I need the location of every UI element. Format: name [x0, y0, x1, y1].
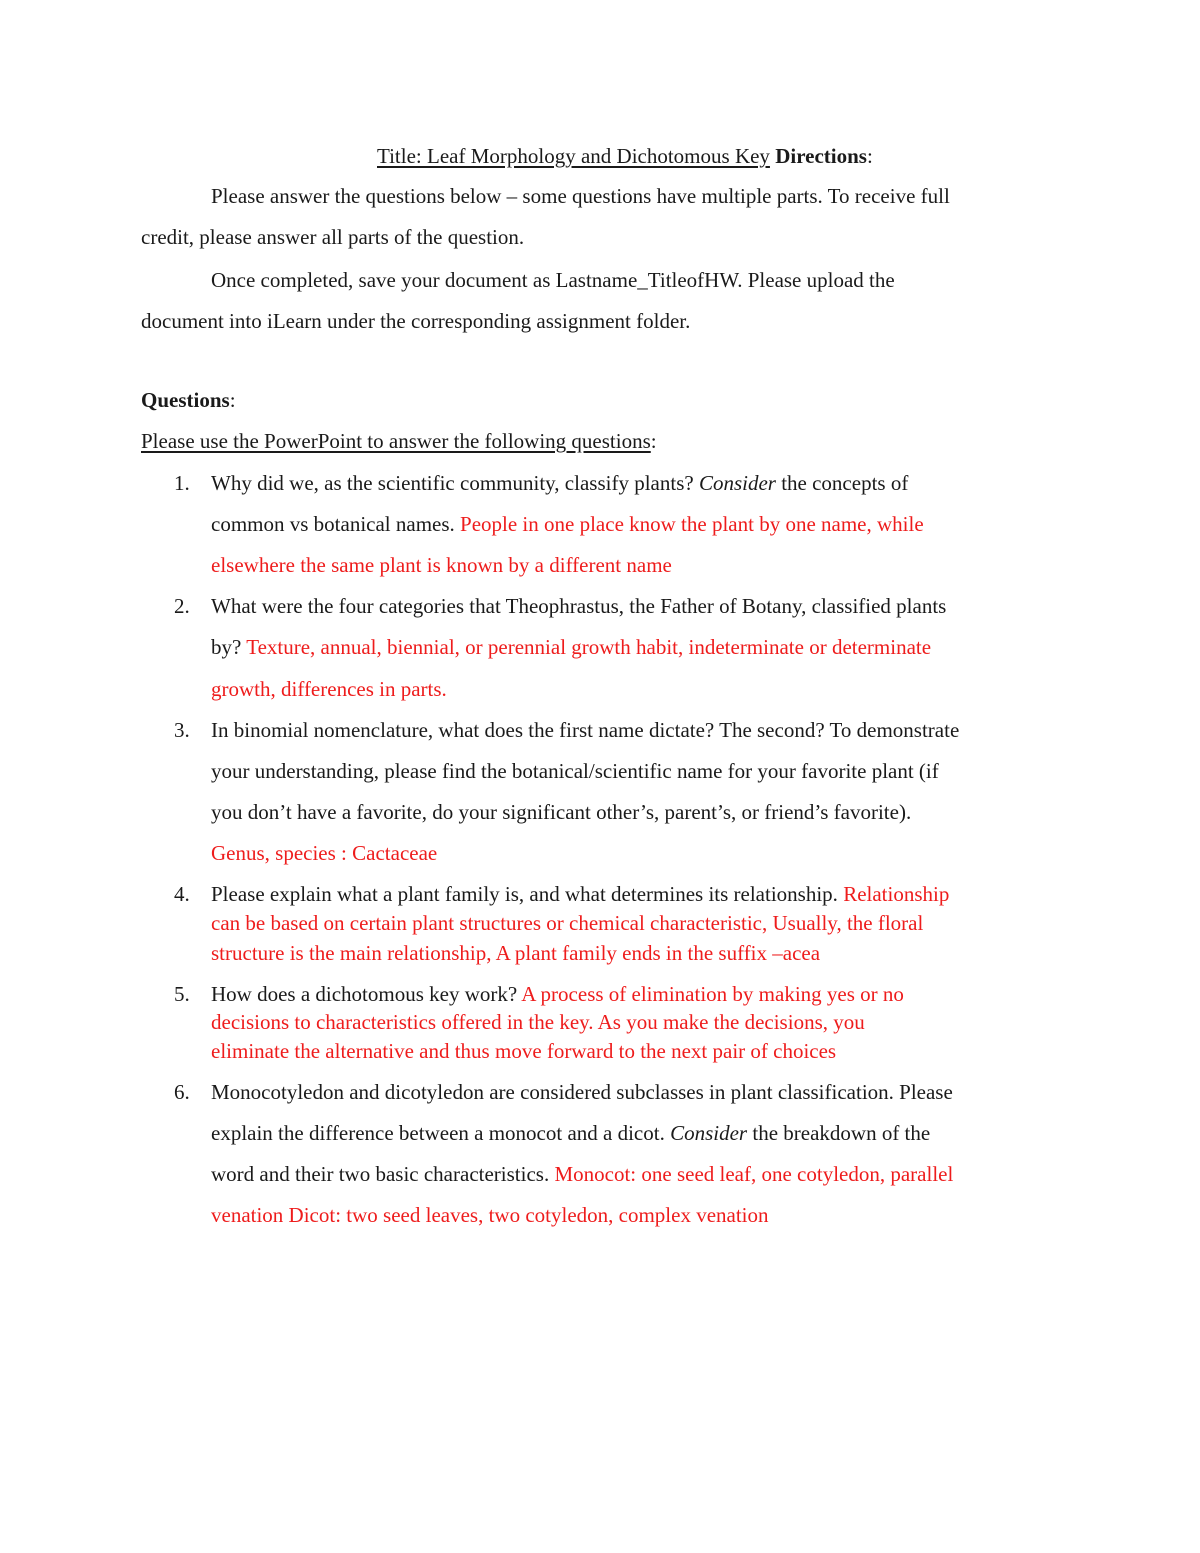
title-line: [377, 143, 873, 169]
answer-text: venation Dicot: two seed leaves, two cotyledon, complex venation: [211, 1203, 769, 1227]
instruction-text: Please use the PowerPoint to answer the following questions: [141, 429, 651, 453]
question-2-line2: [211, 634, 931, 660]
question-text: In binomial nomenclature, what does the first name dictate? The second? To demonstrate: [211, 718, 960, 742]
answer-text: structure is the main relationship, A plant family ends in the suffix –acea: [211, 941, 821, 965]
directions-para2-line1: Once completed, save your document as Lastname_TitleofHW. Please upload the: [211, 268, 895, 292]
directions-para1-line2: credit, please answer all parts of the question.: [141, 225, 525, 249]
question-4-line1: [211, 881, 949, 907]
answer-text: decisions to characteristics offered in the key. As you make the decisions, you: [211, 1010, 865, 1034]
answer-text: can be based on certain plant structures or chemical characteristic, Usually, the floral: [211, 911, 924, 935]
directions-heading: Directions: [775, 144, 867, 168]
answer-text: elsewhere the same plant is known by a different name: [211, 553, 672, 577]
question-text: explain the difference between a monocot and a dicot.: [211, 1121, 671, 1145]
instruction-line: [141, 428, 657, 454]
question-text: the breakdown of the: [747, 1121, 931, 1145]
question-number: 6.: [174, 1080, 190, 1104]
question-text: word and their two basic characteristics.: [211, 1162, 555, 1186]
answer-text: growth, differences in parts.: [211, 677, 447, 701]
question-emphasis: Consider: [698, 471, 776, 495]
answer-text: People in one place know the plant by one name, while: [460, 512, 924, 536]
answer-text: eliminate the alternative and thus move forward to the next pair of choices: [211, 1039, 837, 1063]
answer-text: Genus, species : Cactaceae: [211, 841, 438, 865]
answer-text: Texture, annual, biennial, or perennial growth habit, indeterminate or determinate: [246, 635, 932, 659]
question-number: 2.: [174, 594, 190, 618]
question-text: by?: [211, 635, 247, 659]
directions-para1-line1: Please answer the questions below – some questions have multiple parts. To receive full: [211, 184, 950, 208]
directions-colon: :: [866, 144, 873, 168]
question-text: Why did we, as the scientific community, classify plants?: [211, 471, 699, 495]
question-text: Please explain what a plant family is, and what determines its relationship.: [211, 882, 844, 906]
document-title: Title: Leaf Morphology and Dichotomous Key: [377, 144, 770, 168]
directions-para2-line2: document into iLearn under the corresponding assignment folder.: [141, 309, 691, 333]
question-text: your understanding, please find the botanical/scientific name for your favorite plant (if: [211, 759, 939, 783]
questions-heading: [141, 387, 236, 413]
question-number: 4.: [174, 882, 190, 906]
questions-heading-label: Questions: [141, 388, 230, 412]
question-6-line2: [211, 1120, 930, 1146]
question-text: What were the four categories that Theophrastus, the Father of Botany, classified plants: [211, 594, 947, 618]
question-number: 5.: [174, 982, 190, 1006]
question-number: 3.: [174, 718, 190, 742]
question-text: How does a dichotomous key work?: [211, 982, 522, 1006]
question-text: you don’t have a favorite, do your significant other’s, parent’s, or friend’s favorite).: [211, 800, 912, 824]
question-5-line1: [211, 981, 904, 1007]
question-text: the concepts of: [775, 471, 909, 495]
question-number: 1.: [174, 471, 190, 495]
question-1-line2: [211, 511, 924, 537]
answer-text: Monocot: one seed leaf, one cotyledon, parallel: [554, 1162, 954, 1186]
instruction-colon: :: [650, 429, 657, 453]
question-text: Monocotyledon and dicotyledon are considered subclasses in plant classification. Please: [211, 1080, 953, 1104]
question-emphasis: Consider: [670, 1121, 748, 1145]
question-text: common vs botanical names.: [211, 512, 461, 536]
questions-heading-colon: :: [229, 388, 236, 412]
question-6-line3: [211, 1161, 953, 1187]
answer-text: A process of elimination by making yes or no: [521, 982, 904, 1006]
answer-text: Relationship: [843, 882, 950, 906]
question-1-line1: [211, 470, 908, 496]
